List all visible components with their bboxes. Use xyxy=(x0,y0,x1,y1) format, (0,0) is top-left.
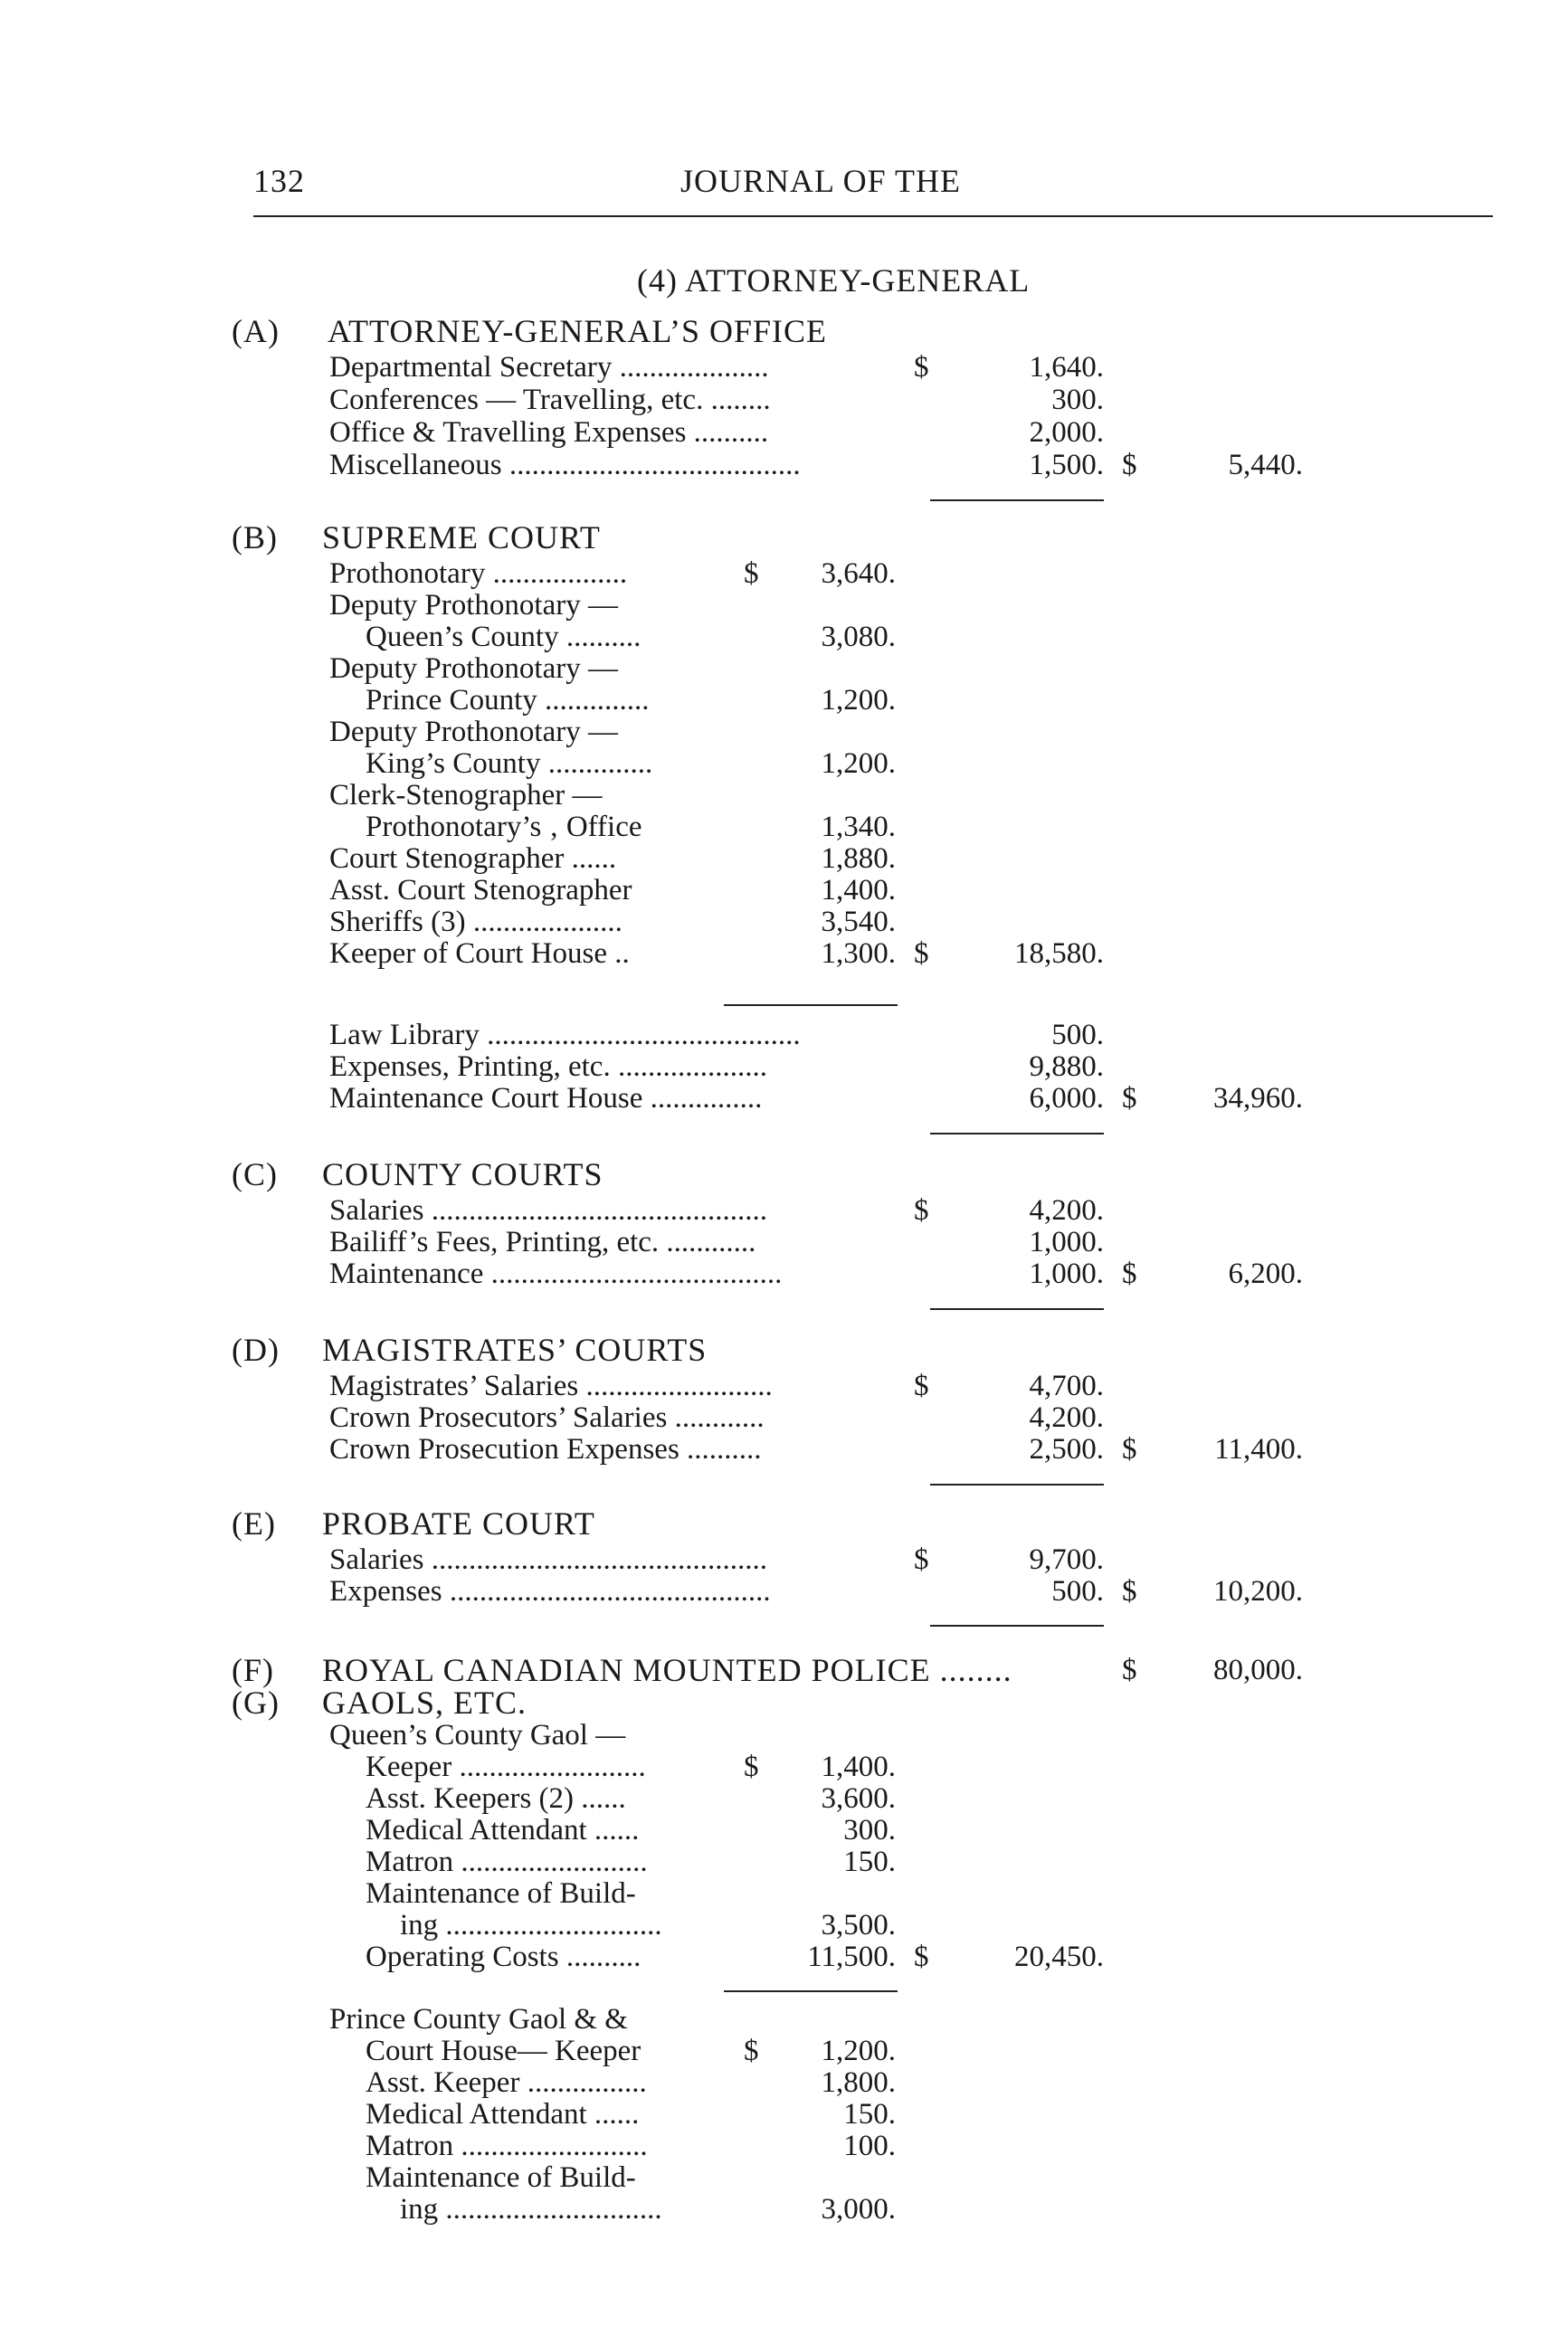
line-amount: 3,600. xyxy=(821,1782,896,1815)
line-amount: 2,000. xyxy=(1029,416,1104,449)
line-label: Expenses, Printing, etc. .................... xyxy=(329,1050,767,1083)
dollar-sign: $ xyxy=(744,2035,759,2067)
line-label: Asst. Court Stenographer xyxy=(329,874,632,907)
line-amount: 1,400. xyxy=(821,1751,896,1783)
line-label: Miscellaneous ....................................... xyxy=(329,449,801,481)
line-label: Magistrates’ Salaries ......................... xyxy=(329,1370,773,1402)
section-letter-e: (E) xyxy=(232,1505,276,1542)
line-amount: 1,880. xyxy=(821,842,896,875)
dollar-sign: $ xyxy=(744,557,759,590)
line-amount: 300. xyxy=(843,1814,896,1847)
line-label: Matron ......................... xyxy=(366,1846,648,1878)
section-total: 6,200. xyxy=(1228,1258,1303,1290)
line-label: Salaries ............................................. xyxy=(329,1194,767,1227)
line-amount: 2,500. xyxy=(1029,1433,1104,1466)
section-heading-d: MAGISTRATES’ COURTS xyxy=(322,1332,708,1368)
line-label: Queen’s County .......... xyxy=(366,621,641,653)
section-letter-a: (A) xyxy=(232,313,280,349)
section-letter-d: (D) xyxy=(232,1332,280,1368)
line-label: Deputy Prothonotary — xyxy=(329,589,618,622)
line-label: Medical Attendant ...... xyxy=(366,2098,640,2131)
line-amount: 4,200. xyxy=(1029,1401,1104,1434)
line-label: Bailiff’s Fees, Printing, etc. ............ xyxy=(329,1226,756,1258)
line-label: Asst. Keepers (2) ...... xyxy=(366,1782,626,1815)
dollar-sign: $ xyxy=(1122,1654,1137,1686)
running-title: JOURNAL OF THE xyxy=(680,163,962,199)
section-total: 80,000. xyxy=(1213,1654,1303,1686)
section-heading-f: ROYAL CANADIAN MOUNTED POLICE ........ xyxy=(322,1652,1012,1688)
total-rule xyxy=(930,1308,1104,1310)
line-label: Keeper of Court House .. xyxy=(329,937,630,970)
line-amount: 500. xyxy=(1051,1019,1104,1051)
line-label: Sheriffs (3) .................... xyxy=(329,906,622,938)
line-amount: 6,000. xyxy=(1029,1082,1104,1115)
line-amount: 1,200. xyxy=(821,684,896,717)
line-label: Deputy Prothonotary — xyxy=(329,716,618,748)
section-heading-c: COUNTY COURTS xyxy=(322,1156,603,1192)
subtotal-amount: 20,450. xyxy=(1014,1941,1104,1973)
dollar-sign: $ xyxy=(1122,1433,1137,1466)
dollar-sign: $ xyxy=(914,1543,929,1576)
line-amount: 150. xyxy=(843,2098,896,2131)
line-amount: 1,400. xyxy=(821,874,896,907)
line-label: ing ............................. xyxy=(400,2193,662,2226)
line-amount: 3,000. xyxy=(821,2193,896,2226)
section-title: (4) ATTORNEY-GENERAL xyxy=(637,262,1031,299)
dollar-sign: $ xyxy=(914,1194,929,1227)
dollar-sign: $ xyxy=(1122,1575,1137,1608)
line-amount: 150. xyxy=(843,1846,896,1878)
section-letter-b: (B) xyxy=(232,519,278,555)
dollar-sign: $ xyxy=(1122,1258,1137,1290)
total-rule xyxy=(930,1133,1104,1135)
line-label: Medical Attendant ...... xyxy=(366,1814,640,1847)
section-total: 5,440. xyxy=(1228,449,1303,481)
line-amount: 4,700. xyxy=(1029,1370,1104,1402)
dollar-sign: $ xyxy=(1122,449,1137,481)
line-amount: 3,080. xyxy=(821,621,896,653)
line-amount: 9,880. xyxy=(1029,1050,1104,1083)
section-letter-g: (G) xyxy=(232,1685,280,1721)
line-amount: 1,500. xyxy=(1029,449,1104,481)
line-label: Prince County .............. xyxy=(366,684,650,717)
line-label: Departmental Secretary .................... xyxy=(329,351,769,384)
section-heading-e: PROBATE COURT xyxy=(322,1505,595,1542)
line-amount: 1,200. xyxy=(821,2035,896,2067)
line-amount: 1,300. xyxy=(821,937,896,970)
line-amount: 11,500. xyxy=(807,1941,896,1973)
line-amount: 1,200. xyxy=(821,747,896,780)
subheading: Queen’s County Gaol — xyxy=(329,1719,626,1752)
line-amount: 3,640. xyxy=(821,557,896,590)
line-amount: 1,000. xyxy=(1029,1226,1104,1258)
section-letter-c: (C) xyxy=(232,1156,278,1192)
line-amount: 1,340. xyxy=(821,811,896,843)
line-label: King’s County .............. xyxy=(366,747,653,780)
line-label: ing ............................. xyxy=(400,1909,662,1942)
dollar-sign: $ xyxy=(1122,1082,1137,1115)
section-total: 10,200. xyxy=(1213,1575,1303,1608)
line-label: Maintenance Court House ............... xyxy=(329,1082,763,1115)
dollar-sign: $ xyxy=(914,1370,929,1402)
line-label: Matron ......................... xyxy=(366,2130,648,2162)
line-label: Expenses ........................................... xyxy=(329,1575,771,1608)
line-label: Asst. Keeper ................ xyxy=(366,2066,647,2099)
line-amount: 4,200. xyxy=(1029,1194,1104,1227)
dollar-sign: $ xyxy=(914,1941,929,1973)
line-label: Conferences — Travelling, etc. ........ xyxy=(329,384,771,416)
line-label: Prothonotary’s ‚ Office xyxy=(366,811,642,843)
dollar-sign: $ xyxy=(914,351,929,384)
header-rule xyxy=(253,215,1493,217)
total-rule xyxy=(930,1484,1104,1486)
line-amount: 9,700. xyxy=(1029,1543,1104,1576)
dollar-sign: $ xyxy=(744,1751,759,1783)
line-amount: 1,000. xyxy=(1029,1258,1104,1290)
line-amount: 1,800. xyxy=(821,2066,896,2099)
dollar-sign: $ xyxy=(914,937,929,970)
section-letter-f: (F) xyxy=(232,1652,274,1688)
subtotal-amount: 18,580. xyxy=(1014,937,1104,970)
line-label: Court House— Keeper xyxy=(366,2035,641,2067)
section-total: 34,960. xyxy=(1213,1082,1303,1115)
line-label: Crown Prosecution Expenses .......... xyxy=(329,1433,762,1466)
total-rule xyxy=(930,1625,1104,1627)
line-label: Deputy Prothonotary — xyxy=(329,652,618,685)
section-heading-b: SUPREME COURT xyxy=(322,519,601,555)
line-label: Salaries ............................................. xyxy=(329,1543,767,1576)
line-label: Prothonotary .................. xyxy=(329,557,628,590)
line-amount: 3,540. xyxy=(821,906,896,938)
line-label: Operating Costs .......... xyxy=(366,1941,641,1973)
line-amount: 1,640. xyxy=(1029,351,1104,384)
line-amount: 100. xyxy=(843,2130,896,2162)
line-label: Keeper ......................... xyxy=(366,1751,646,1783)
section-total: 11,400. xyxy=(1214,1433,1303,1466)
line-label: Maintenance ....................................... xyxy=(329,1258,783,1290)
line-label: Crown Prosecutors’ Salaries ............ xyxy=(329,1401,765,1434)
line-label: Law Library .......................................... xyxy=(329,1019,801,1051)
line-label: Clerk-Stenographer — xyxy=(329,779,603,812)
line-label: Maintenance of Build- xyxy=(366,1877,636,1910)
line-label: Maintenance of Build- xyxy=(366,2161,636,2194)
line-amount: 500. xyxy=(1051,1575,1104,1608)
subheading: Prince County Gaol & & xyxy=(329,2003,628,2036)
subtotal-rule xyxy=(724,1990,898,1992)
subtotal-rule xyxy=(724,1004,898,1006)
section-heading-a: ATTORNEY-GENERAL’S OFFICE xyxy=(328,313,828,349)
line-label: Court Stenographer ...... xyxy=(329,842,617,875)
page-number: 132 xyxy=(253,163,305,199)
line-amount: 3,500. xyxy=(821,1909,896,1942)
section-heading-g: GAOLS, ETC. xyxy=(322,1685,527,1721)
total-rule xyxy=(930,499,1104,501)
line-label: Office & Travelling Expenses .......... xyxy=(329,416,769,449)
line-amount: 300. xyxy=(1051,384,1104,416)
